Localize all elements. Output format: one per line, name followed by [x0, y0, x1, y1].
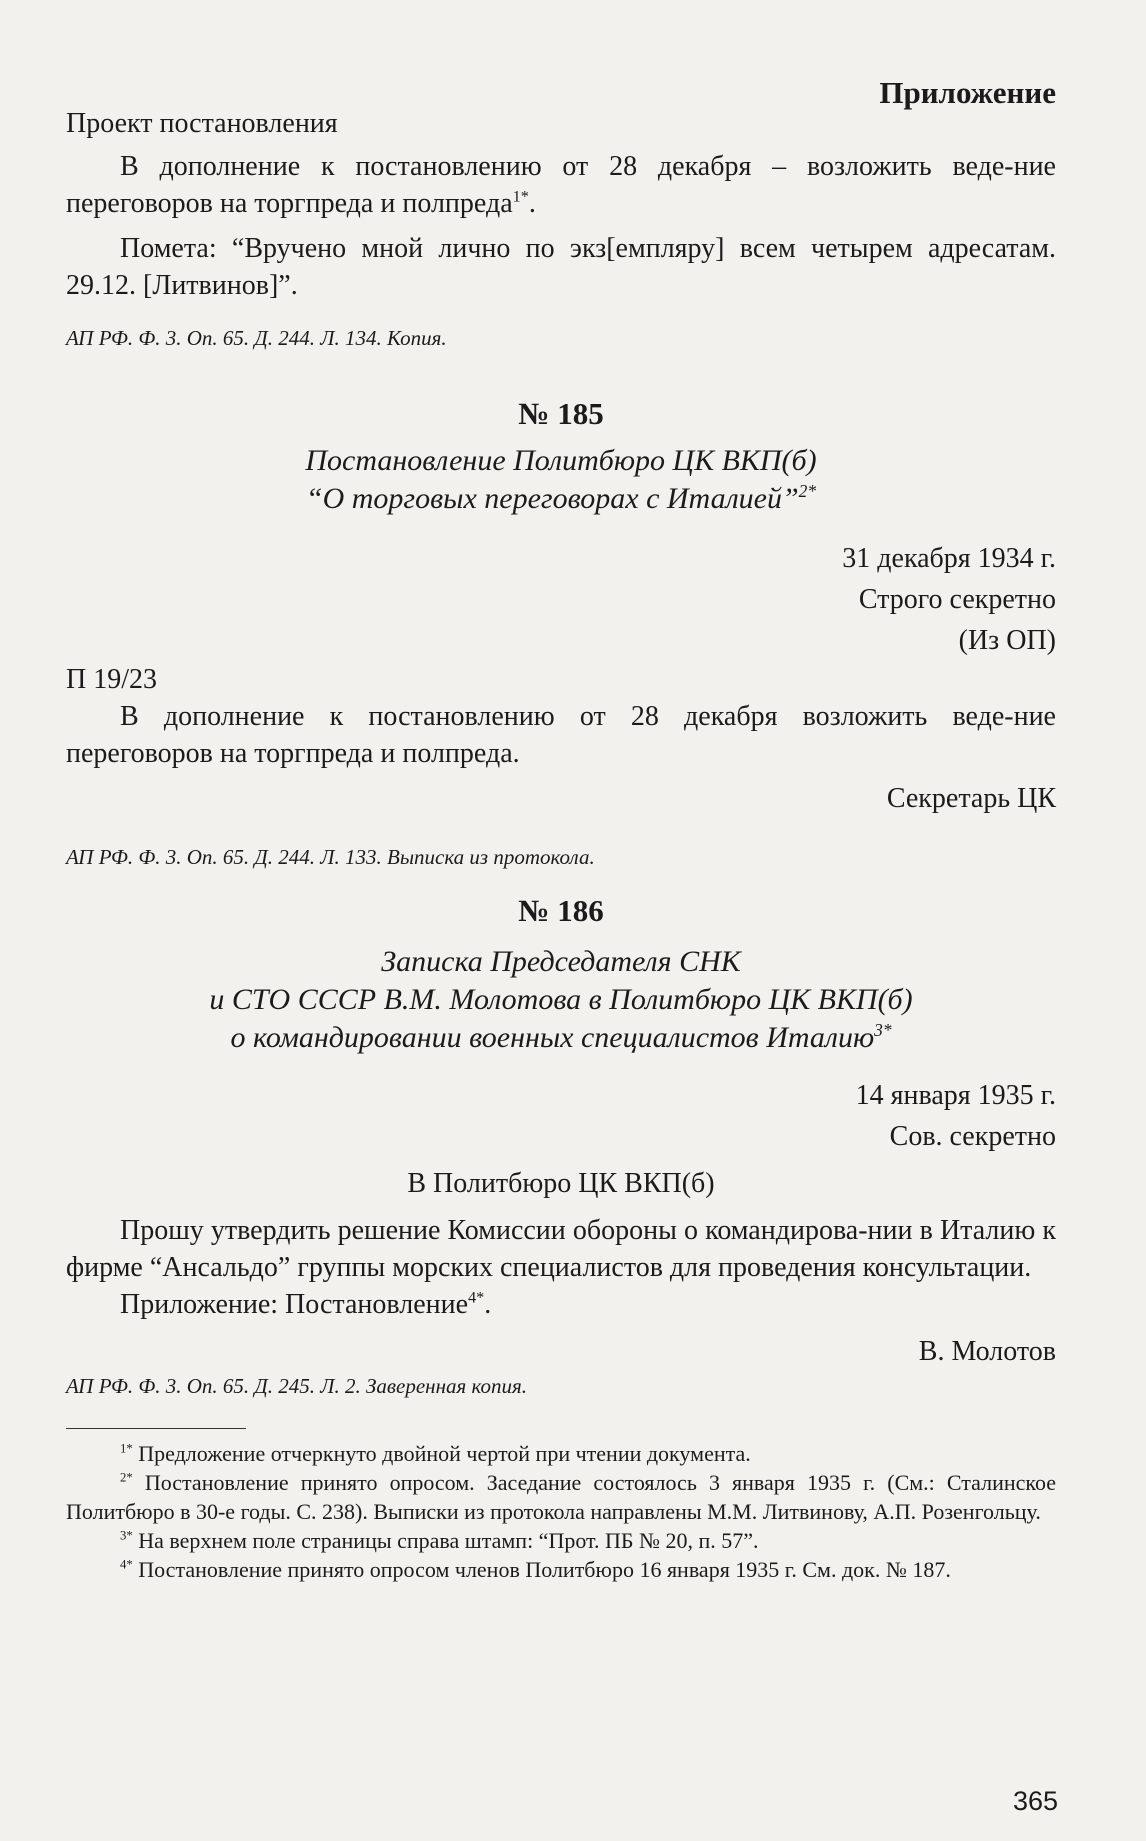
doc185-date: 31 декабря 1934 г.: [842, 543, 1056, 574]
doc185-source: АП РФ. Ф. 3. Оп. 65. Д. 244. Л. 133. Выписка из протокола.: [66, 845, 595, 869]
doc185-title-line2: “О торговых переговорах с Италией”$^{2*}$: [305, 481, 817, 515]
appendix-paragraph-2: Помета: “Вручено мной лично по экз[емпляру] всем четырем адресатам. 29.12. [Литвинов]”.: [66, 233, 1056, 301]
page-content: [66, 74, 1056, 1584]
doc185-origin: (Из ОП): [958, 625, 1056, 656]
appendix-heading: Приложение: [879, 75, 1056, 110]
doc186-title-line1: Записка Председателя СНК: [381, 945, 741, 978]
doc185-reference: П 19/23: [66, 664, 157, 695]
doc185-number: № 185: [518, 396, 604, 431]
footnote-divider: [66, 1428, 246, 1429]
doc185-title-line1: Постановление Политбюро ЦК ВКП(б): [305, 444, 817, 477]
doc186-addressee: В Политбюро ЦК ВКП(б): [407, 1168, 715, 1199]
footnote-3: $^{3*}$ На верхнем поле страницы справа штамп: “Прот. ПБ № 20, п. 57”.: [120, 1528, 759, 1553]
footnote-ref-4: 4*: [468, 1288, 485, 1307]
appendix-paragraph-1: В дополнение к постановлению от 28 декабря – возложить веде-ние переговоров на торгпреда и полпреда$^{1*}$.: [66, 151, 1056, 219]
appendix-source: АП РФ. Ф. 3. Оп. 65. Д. 244. Л. 134. Копия.: [66, 326, 447, 350]
doc186-number: № 186: [518, 893, 604, 928]
footnote-2: $^{2*}$ Постановление принято опросом. Заседание состоялось 3 января 1935 г. (См.: Сталинское Политбюро в 30-е годы. С. 238). Выписки из протокола направлены М.М. Литвинову, А.П. Розенгольцу.: [66, 1470, 1056, 1524]
appendix-subheading: Проект постановления: [66, 108, 338, 139]
doc186-classification: Сов. секретно: [889, 1121, 1056, 1152]
footnote-ref-2: 2*: [798, 481, 817, 501]
doc186-title-line3: о командировании военных специалистов Италию$^{3*}$: [230, 1020, 892, 1054]
footnote-ref-1: 1*: [512, 187, 529, 206]
doc186-date: 14 января 1935 г.: [855, 1080, 1056, 1111]
footnote-4: $^{4*}$ Постановление принято опросом членов Политбюро 16 января 1935 г. См. док. № 187.: [120, 1557, 951, 1582]
doc186-body: Прошу утвердить решение Комиссии обороны о командирова-нии в Италию к фирме “Ансальдо” группы морских специалистов для проведения консультации.: [66, 1215, 1056, 1283]
doc185-body: В дополнение к постановлению от 28 декабря возложить веде-ние переговоров на торгпреда и полпреда.: [66, 701, 1056, 769]
doc186-source: АП РФ. Ф. 3. Оп. 65. Д. 245. Л. 2. Заверенная копия.: [66, 1374, 528, 1398]
doc186-title-line2: и СТО СССР В.М. Молотова в Политбюро ЦК ВКП(б): [209, 983, 913, 1016]
doc185-signature: Секретарь ЦК: [886, 783, 1056, 814]
footnote-1: $^{1*}$ Предложение отчеркнуто двойной чертой при чтении документа.: [120, 1441, 751, 1466]
doc186-signature: В. Молотов: [918, 1336, 1056, 1367]
doc185-classification: Строго секретно: [858, 584, 1056, 615]
doc186-attachment: Приложение: Постановление$^{4*}$.: [120, 1288, 492, 1320]
page-number: 365: [1012, 1786, 1058, 1816]
footnote-ref-3: 3*: [874, 1020, 892, 1040]
